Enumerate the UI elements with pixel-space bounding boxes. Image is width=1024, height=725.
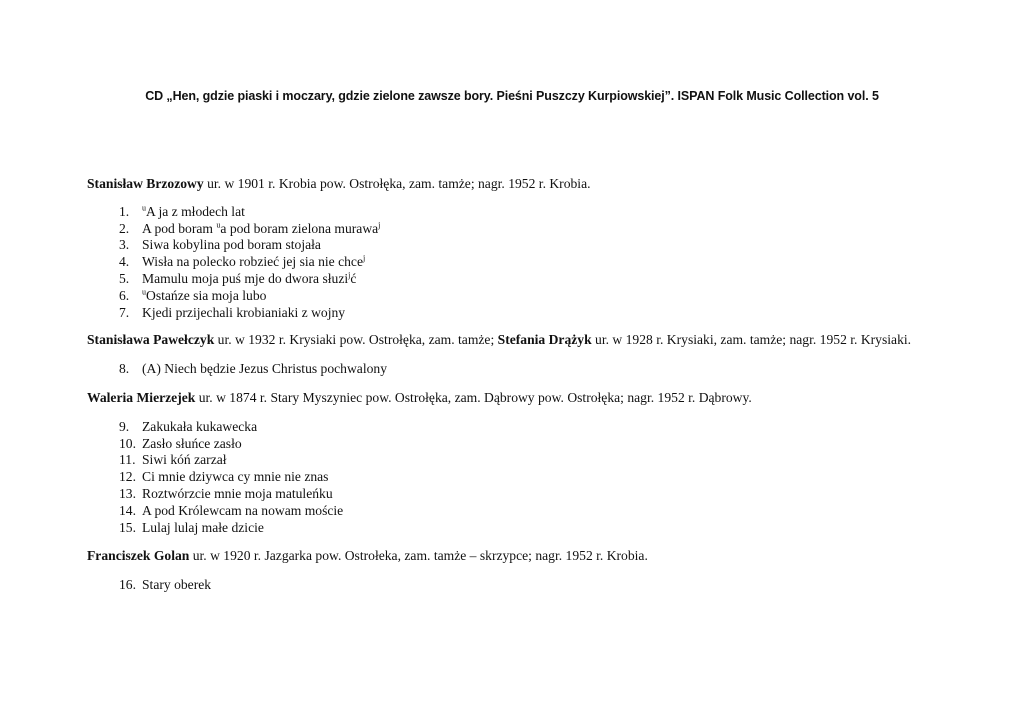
track-item: 8. (A) Niech będzie Jezus Christus pochwalony [119, 361, 387, 377]
track-item: 15. Lulaj lulaj małe dzicie [119, 519, 264, 535]
performer-info: ur. w 1932 r. Krysiaki pow. Ostrołęka, zam. tamże; [214, 332, 498, 348]
track-item: 3. Siwa kobylina pod boram stojała [119, 237, 321, 253]
track-item: 11. Siwi kóń zarzał [119, 452, 227, 468]
performer-name: Stanisława Pawełczyk [87, 332, 215, 348]
performer-name: Stefania Drążyk [497, 332, 592, 348]
track-item: 5. Mamulu moja puś mje do dwora słuzi$^j$ć [119, 270, 357, 286]
track-item: 2. A pod boram $^u$a pod boram zielona murawa$^j$ [119, 220, 381, 236]
track-list [87, 419, 937, 537]
track-item: 10. Zasło słuńce zasło [119, 435, 242, 451]
track-item: 12. Ci mnie dziywca cy mnie nie znas [119, 469, 329, 485]
performer-paragraph [87, 176, 937, 193]
track-item: 14. A pod Królewcam na nowam moście [119, 502, 344, 518]
performer-name: Franciszek Golan [87, 548, 190, 564]
track-item: 7. Kjedi przijechali krobianiaki z wojny [119, 304, 346, 320]
performer-info: ur. w 1901 r. Krobia pow. Ostrołęka, zam. tamże; nagr. 1952 r. Krobia. [203, 176, 591, 191]
performer-info: ur. w 1920 r. Jazgarka pow. Ostrołeka, zam. tamże – skrzypce; nagr. 1952 r. Krobia. [189, 548, 648, 564]
track-list [87, 577, 937, 594]
track-item: 1. $^u$A ja z młodech lat [119, 203, 245, 219]
track-list [87, 361, 937, 378]
track-item: 9. Zakukała kukawecka [119, 418, 258, 434]
track-list [87, 204, 937, 322]
track-item: 4. Wisła na polecko robzieć jej sia nie chce$^j$ [119, 253, 366, 270]
content [87, 176, 937, 594]
performer-name: Stanisław Brzozowy [87, 176, 204, 191]
track-item: 13. Roztwórzcie mnie moja matuleńku [119, 485, 333, 501]
performer-info: ur. w 1874 r. Stary Myszyniec pow. Ostrołęka, zam. Dąbrowy pow. Ostrołęka; nagr. 1952 r. Dąbrowy. [195, 389, 752, 405]
track-item: 6. $^u$Ostańze sia moja lubo [119, 287, 267, 303]
page-title: CD „Hen, gdzie piaski i moczary, gdzie zielone zawsze bory. Pieśni Puszczy Kurpiowskiej”. ISPAN Folk Music Collection vol. 5 [145, 89, 879, 103]
performer-name: Waleria Mierzejek [87, 389, 196, 405]
performer-paragraph [87, 332, 937, 349]
performer-paragraph [87, 548, 937, 565]
track-item: 16. Stary oberek [119, 577, 212, 593]
performer-info: ur. w 1928 r. Krysiaki, zam. tamże; nagr. 1952 r. Krysiaki. [591, 332, 912, 348]
performer-paragraph [87, 390, 937, 407]
